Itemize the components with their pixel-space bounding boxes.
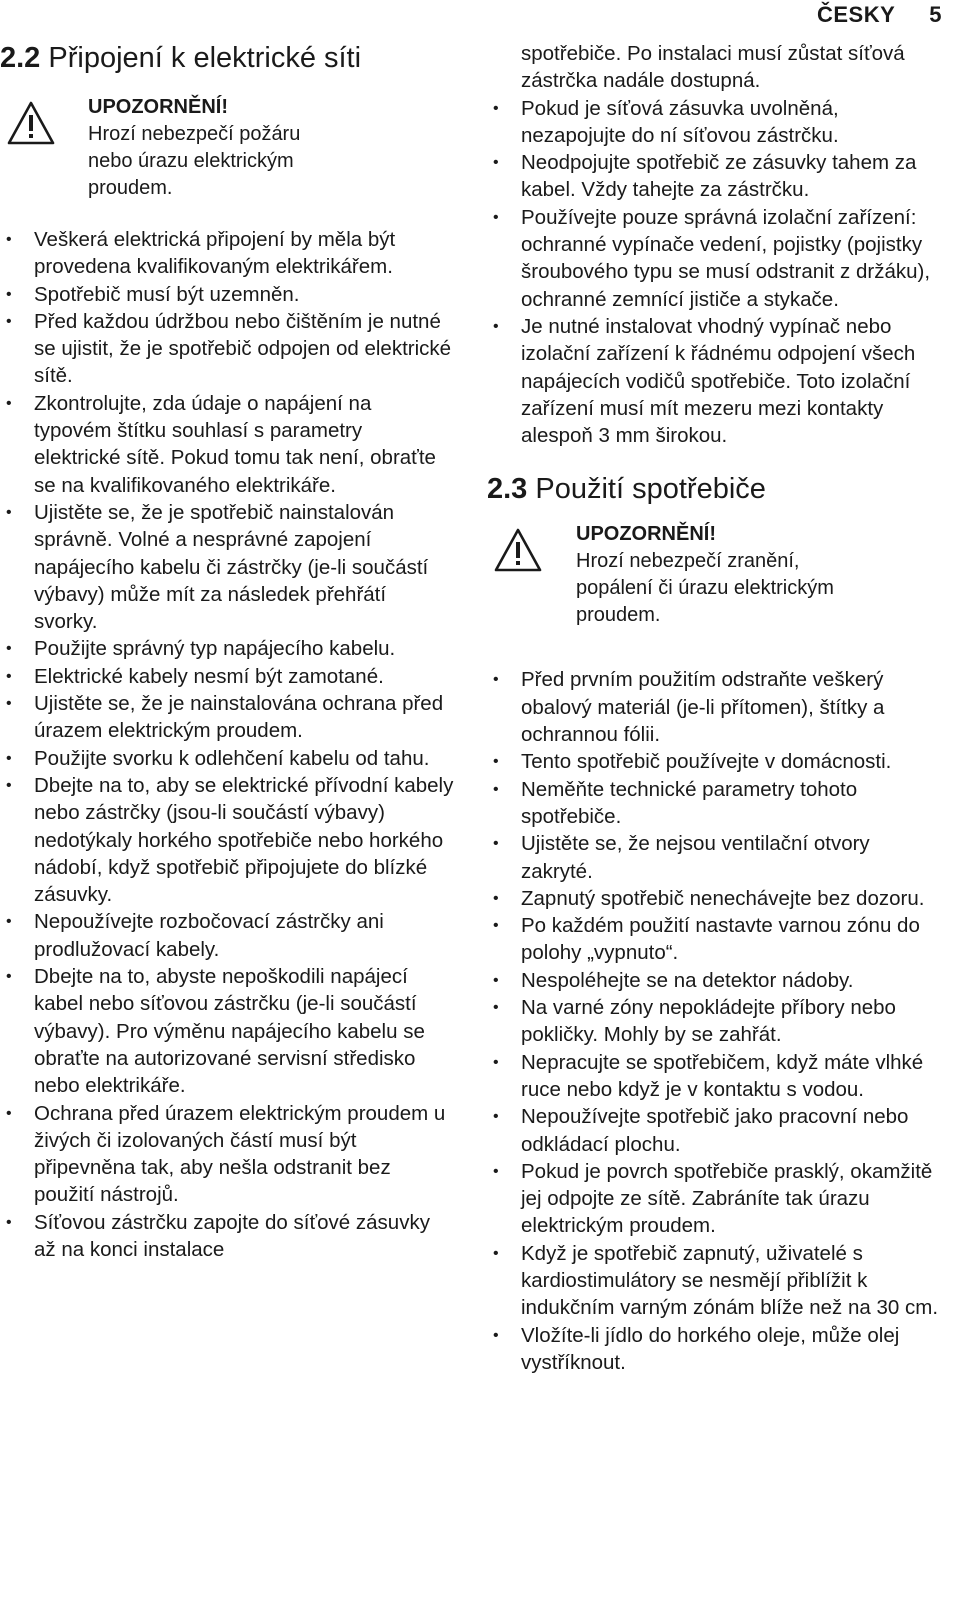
- list-item: • Použijte správný typ napájecího kabelu.: [0, 635, 454, 662]
- section-2-3-title: [487, 471, 942, 507]
- list-item: • Zapnutý spotřebič nenechávejte bez dozoru.: [487, 885, 941, 912]
- list-item: • Vložíte-li jídlo do horkého oleje, může olej vystříknout.: [487, 1322, 941, 1377]
- section-2-2-title: [0, 40, 455, 76]
- list-item: • Před prvním použitím odstraňte veškerý obalový materiál (je-li přítomen), štítky a ochrannou fólii.: [487, 666, 941, 748]
- list-item: • Nepoužívejte spotřebič jako pracovní nebo odkládací plochu.: [487, 1103, 941, 1158]
- list-item: • Ujistěte se, že nejsou ventilační otvory zakryté.: [487, 830, 941, 885]
- warning-text: Hrozí nebezpečí zranění, popálení či úrazu elektrickým proudem.: [576, 550, 834, 627]
- list-item: • Ochrana před úrazem elektrickým proudem u živých či izolovaných částí musí být připevněna tak, aby nešla odstranit bez použití nástrojů.: [0, 1100, 454, 1209]
- list-item: • Veškerá elektrická připojení by měla být provedena kvalifikovaným elektrikářem.: [0, 226, 454, 281]
- list-item: • Elektrické kabely nesmí být zamotané.: [0, 663, 454, 690]
- list-item: • Tento spotřebič používejte v domácnosti.: [487, 748, 941, 775]
- list-item: • Po každém použití nastavte varnou zónu do polohy „vypnuto“.: [487, 912, 941, 967]
- bullet-list: [0, 226, 455, 1263]
- bullet-list: [487, 40, 942, 449]
- list-item: • Ujistěte se, že je spotřebič nainstalován správně. Volné a nesprávné zapojení napájecího kabelu či zástrčky (je-li součástí výbavy) může mít za následek přehřátí svorky.: [0, 499, 454, 635]
- list-item: • Nepracujte se spotřebičem, když máte vlhké ruce nebo když je v kontaktu s vodou.: [487, 1049, 941, 1104]
- warning-triangle-icon: [493, 527, 543, 573]
- section-title-text: Použití spotřebiče: [535, 473, 766, 506]
- list-item: • Spotřebič musí být uzemněn.: [0, 281, 454, 308]
- list-item: • Použijte svorku k odlehčení kabelu od tahu.: [0, 745, 454, 772]
- list-item: • Nepoužívejte rozbočovací zástrčky ani prodlužovací kabely.: [0, 908, 454, 963]
- list-item: • Dbejte na to, abyste nepoškodili napájecí kabel nebo síťovou zástrčku (je-li součástí výbavy). Pro výměnu napájecího kabelu se obraťte na autorizované servisní středisko nebo elektrikáře.: [0, 963, 454, 1099]
- right-column: [487, 40, 942, 1376]
- warning-title: UPOZORNĚNÍ!: [88, 96, 228, 118]
- list-item: • Používejte pouze správná izolační zařízení: ochranné vypínače vedení, pojistky (pojistky šroubového typu se musí odstranit z držáku), ochranné zemnící jističe a stykače.: [487, 204, 941, 313]
- list-item: • Neodpojujte spotřebič ze zásuvky tahem za kabel. Vždy tahejte za zástrčku.: [487, 149, 941, 204]
- page-header: [817, 2, 942, 28]
- section-number: 2.3: [487, 473, 528, 506]
- list-item: • Na varné zóny nepokládejte příbory nebo pokličky. Mohly by se zahřát.: [487, 994, 941, 1049]
- language-label: ČESKY: [816, 2, 896, 27]
- warning-text: Hrozí nebezpečí požáru nebo úrazu elektrickým proudem.: [88, 123, 301, 199]
- list-item: • Pokud je povrch spotřebiče prasklý, okamžitě jej odpojte ze sítě. Zabráníte tak úrazu elektrickým proudem.: [487, 1158, 941, 1240]
- page-number: 5: [929, 2, 942, 27]
- section-number: 2.2: [0, 42, 41, 74]
- list-item: • Pokud je síťová zásuvka uvolněná, nezapojujte do ní síťovou zástrčku.: [487, 95, 941, 150]
- bullet-list: [487, 666, 942, 1376]
- warning-box: [0, 94, 455, 204]
- list-item: • Zkontrolujte, zda údaje o napájení na typovém štítku souhlasí s parametry elektrické sítě. Pokud tomu tak není, obraťte se na kvalifikovaného elektrikáře.: [0, 390, 454, 499]
- warning-title: UPOZORNĚNÍ!: [576, 523, 716, 546]
- list-item-continuation: spotřebiče. Po instalaci musí zůstat síťová zástrčka nadále dostupná.: [521, 42, 905, 93]
- list-item: • Nespoléhejte se na detektor nádoby.: [487, 967, 941, 994]
- warning-triangle-icon: [6, 100, 56, 146]
- list-item: • Neměňte technické parametry tohoto spotřebiče.: [487, 776, 941, 831]
- left-column: [0, 40, 455, 1263]
- list-item: • Před každou údržbou nebo čištěním je nutné se ujistit, že je spotřebič odpojen od elektrické sítě.: [0, 308, 454, 390]
- warning-box: [487, 521, 942, 656]
- list-item: • Síťovou zástrčku zapojte do síťové zásuvky až na konci instalace: [0, 1209, 454, 1264]
- list-item: • Ujistěte se, že je nainstalována ochrana před úrazem elektrickým proudem.: [0, 690, 454, 745]
- section-title-text: Připojení k elektrické síti: [48, 42, 362, 74]
- list-item: • Dbejte na to, aby se elektrické přívodní kabely nebo zástrčky (jsou-li součástí výbavy) nedotýkaly horkého spotřebiče nebo horkého nádobí, když spotřebič připojujete do blízké zásuvky.: [0, 772, 454, 908]
- list-item: • Když je spotřebič zapnutý, uživatelé s kardiostimulátory se nesmějí přiblížit k indukčním varným zónám blíže než na 30 cm.: [487, 1240, 941, 1322]
- list-item: • Je nutné instalovat vhodný vypínač nebo izolační zařízení k řádnému odpojení všech napájecích vodičů spotřebiče. Toto izolační zařízení musí mít mezeru mezi kontakty alespoň 3 mm širokou.: [487, 313, 941, 449]
